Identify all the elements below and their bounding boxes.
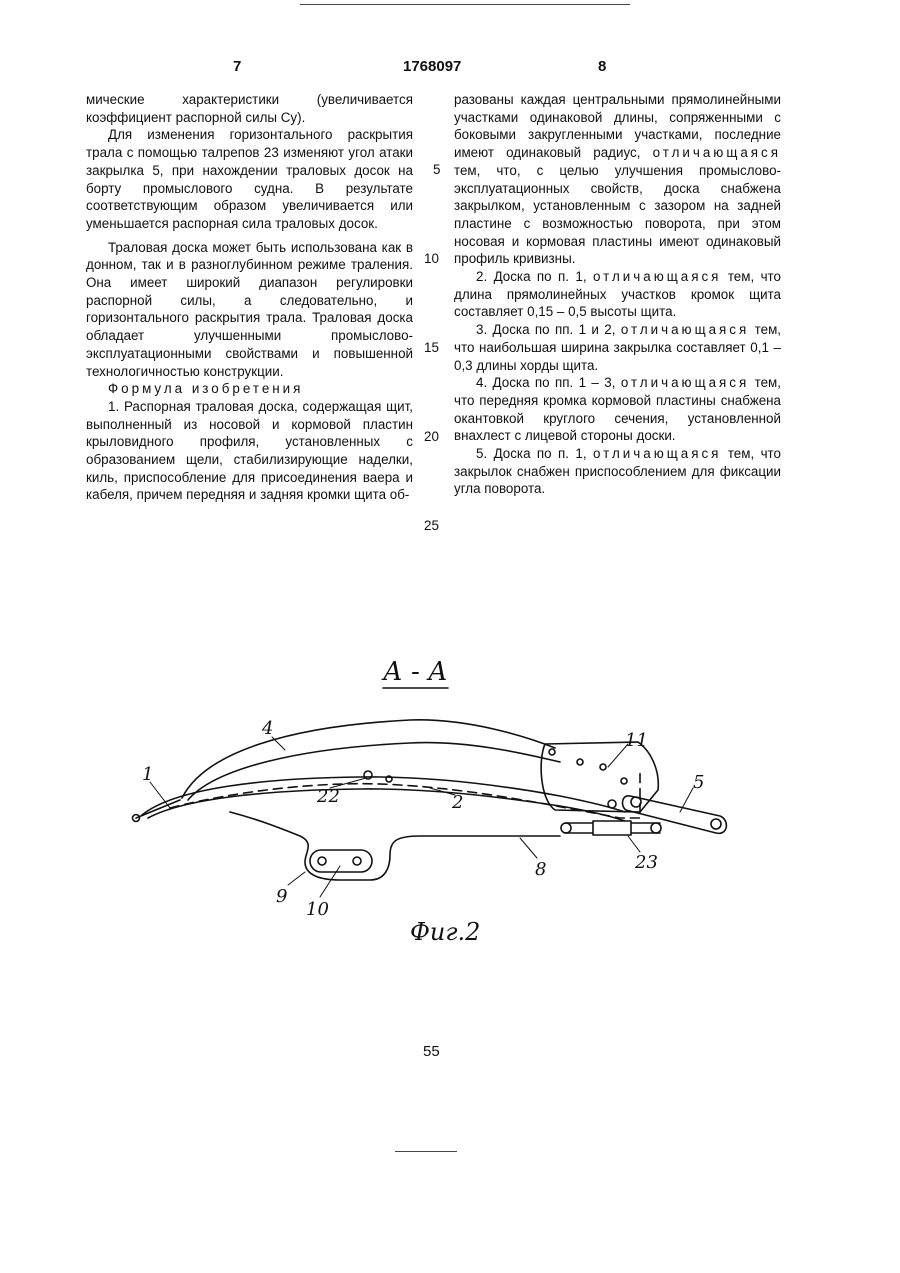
nose-plate-inner (188, 743, 560, 800)
turnbuckle-end-left (561, 823, 571, 833)
shield-upper-edge (142, 777, 625, 815)
label-22: 22 (317, 786, 340, 807)
right-column (454, 91, 781, 498)
claim-1-marker: отличающаяся (652, 145, 781, 161)
flap-pivot (631, 797, 641, 807)
label-23: 23 (635, 852, 658, 873)
label-4: 4 (262, 718, 274, 739)
left-page-number: 7 (233, 58, 242, 75)
shield-lower-edge (148, 789, 625, 821)
claim-2-marker: отличающаяся (592, 269, 722, 285)
label-8: 8 (535, 859, 547, 880)
paragraph-cont: мические характеристики (увеличивается коэффициент распорной силы Су). (86, 92, 413, 125)
rivet-3 (608, 800, 616, 808)
paragraph-flap: Для изменения горизонтального раскрытия трала с помощью талрепов 23 изменяют угол атаки закрылка 5, при нахождении траловых досок на борту промыслового судна. В результате соответствующим образом увеличивается или уменьшается распорная сила траловых досок. (86, 127, 413, 231)
patent-number: 1768097 (403, 58, 462, 75)
claim-5-end: тем, что закрылок снабжен приспособлением для фиксации угла поворота. (454, 446, 781, 497)
paragraph-usage: Траловая доска может быть использована как в донном, так и в разноглубинном режиме траления. Она имеет широкий диапазон регулировки распорной силы, а следовательно, и горизонтального раскрытия трала. Траловая доска обладает улучшенными промыслово-эксплуатационными свойствами и повышенной технологичностью конструкции. (86, 239, 413, 379)
label-11: 11 (625, 730, 648, 751)
turnbuckle-end-right (651, 823, 661, 833)
line-number-25: 25 (424, 518, 439, 533)
claim-3-end: тем, что наибольшая ширина закрылка составляет 0,1 – 0,3 длины хорды щита. (454, 322, 781, 373)
bottom-rule (395, 1151, 457, 1152)
leader-9 (288, 872, 305, 885)
keel-hole-left (318, 857, 326, 865)
line-number-15: 15 (424, 340, 439, 355)
label-2: 2 (452, 792, 464, 813)
keel-hole-right (353, 857, 361, 865)
top-rule (300, 4, 630, 5)
claim-4-start: 4. Доска по пп. 1 – 3, (476, 375, 616, 391)
right-page-number: 8 (598, 58, 607, 75)
line-number-20: 20 (424, 429, 439, 444)
bracket-hole-4 (621, 778, 627, 784)
bracket-hole-2 (577, 759, 583, 765)
leader-23 (628, 836, 640, 852)
line-number-5: 5 (433, 162, 441, 177)
label-10: 10 (306, 899, 329, 920)
trawl-door-section-figure (0, 640, 900, 960)
claim-4-marker: отличающаяся (620, 375, 750, 391)
flap-end-hole (711, 819, 721, 829)
claim-1: 1. Распорная траловая доска, содержащая щит, выполненный из носовой и кормовой пластин крыловидного профиля, установленных с образованием щели, стабилизирующие наделки, киль, приспособление для присоединения ваера и кабеля, причем передняя и задняя кромки щита об- (86, 398, 413, 503)
claim-1-end: тем, что, с целью улучшения промыслово-эксплуатационных свойств, доска снабжена закрылком, установленным с зазором на задней пластине с возможностью поворота, при этом носовая и кормовая пластины имеют одинаковый профиль кривизны. (454, 162, 781, 267)
left-column (86, 91, 413, 504)
claim-2-end: тем, что длина прямолинейных участков кромок щита составляет 0,15 – 0,5 высоты щита. (454, 269, 781, 320)
flap (623, 796, 727, 834)
turnbuckle-body (593, 821, 631, 835)
claim-4-end: тем, что передняя кромка кормовой пластины снабжена окантовкой круглого сечения, установленной внахлест с лицевой стороны доски. (454, 375, 781, 444)
leader-10 (320, 866, 340, 897)
claim-1-continued: разованы каждая центральными прямолинейными участками одинаковой длины, сопряженными с боковыми закругленными участками, последние имеют одинаковый радиус, (454, 92, 781, 161)
section-label: А - А (383, 657, 448, 687)
label-5: 5 (693, 772, 705, 793)
claim-3-marker: отличающаяся (620, 322, 750, 338)
line-number-10: 10 (424, 251, 439, 266)
claim-5-marker: отличающаяся (592, 446, 722, 462)
formula-heading: Формула изобретения (108, 381, 304, 397)
claim-3-start: 3. Доска по пп. 1 и 2, (476, 322, 616, 338)
footer-page-number: 55 (423, 1043, 440, 1060)
label-1: 1 (142, 764, 154, 785)
bracket-hole-3 (600, 764, 606, 770)
figure-caption: Фиг.2 (410, 918, 481, 946)
claim-2-start: 2. Доска по п. 1, (476, 269, 587, 285)
leader-8 (520, 838, 537, 858)
claim-5-start: 5. Доска по п. 1, (476, 446, 587, 462)
warp-attachment-wire (136, 800, 180, 818)
label-9: 9 (276, 886, 288, 907)
keel-attachment-slot (310, 850, 372, 872)
bracket-hole-1 (549, 749, 555, 755)
keel (230, 812, 560, 880)
